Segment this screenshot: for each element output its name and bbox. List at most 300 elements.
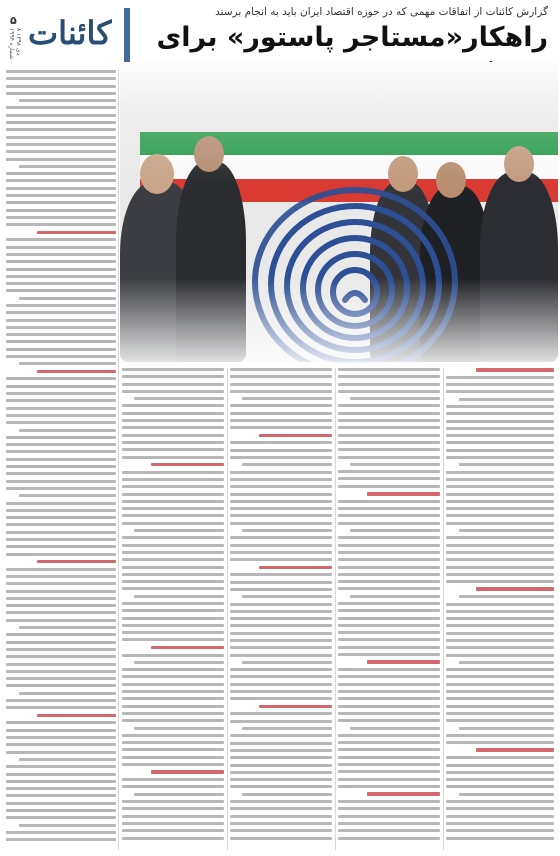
body-text-line (122, 412, 224, 415)
body-text-line (230, 478, 332, 481)
body-text-line (6, 663, 116, 666)
body-text-line (6, 611, 116, 614)
body-text-line (446, 383, 554, 386)
body-text-line (122, 631, 224, 634)
body-text-line (446, 551, 554, 554)
body-text-line (230, 749, 332, 752)
body-text-line (338, 668, 440, 671)
body-text-line (259, 705, 332, 709)
body-text-line (338, 675, 440, 678)
body-text-line (338, 390, 440, 393)
body-text-line (6, 523, 116, 526)
body-text-line (446, 837, 554, 840)
body-text-line (230, 390, 332, 393)
body-text-line (6, 450, 116, 453)
body-text-line (6, 619, 116, 622)
body-text-line (242, 793, 332, 796)
body-text-line (122, 514, 224, 517)
body-text-line (459, 529, 554, 532)
body-text-line (6, 816, 116, 819)
body-text-line (230, 639, 332, 642)
body-text-line (122, 375, 224, 378)
body-text-line (6, 187, 116, 190)
body-text-line (6, 216, 116, 219)
body-text-line (446, 719, 554, 722)
body-text-line (6, 648, 116, 651)
body-text-line (6, 179, 116, 182)
issue-line: ۸ دی ۱۳۹۸ شماره ۱۹۹۴ (8, 28, 22, 60)
body-text-line (338, 536, 440, 539)
body-text-line (6, 304, 116, 307)
body-text-line (338, 829, 440, 832)
body-text-line (230, 712, 332, 715)
body-text-line (230, 771, 332, 774)
body-text-line (122, 441, 224, 444)
body-text-line (122, 734, 224, 737)
body-text-line (19, 165, 116, 168)
body-text-line (122, 748, 224, 751)
body-text-line (338, 580, 440, 583)
body-text-line (446, 610, 554, 613)
body-text-line (6, 443, 116, 446)
body-text-line (134, 397, 224, 400)
body-text-line (476, 368, 554, 372)
body-text-line (122, 624, 224, 627)
body-text-line (338, 690, 440, 693)
body-text-line (6, 92, 116, 95)
body-text-line (230, 412, 332, 415)
body-text-line (6, 121, 116, 124)
body-text-line (122, 573, 224, 576)
body-text-line (6, 85, 116, 88)
body-text-line (6, 531, 116, 534)
body-text-line (19, 99, 116, 102)
body-text-line (446, 412, 554, 415)
body-text-line (230, 800, 332, 803)
body-text-line (338, 551, 440, 554)
body-text-line (338, 617, 440, 620)
body-text-line (230, 383, 332, 386)
body-text-line (6, 670, 116, 673)
body-text-line (446, 500, 554, 503)
body-text-line (6, 458, 116, 461)
body-text-line (122, 522, 224, 525)
body-text-line (6, 721, 116, 724)
body-text-line (151, 463, 224, 467)
body-text-line (230, 507, 332, 510)
body-text-line (6, 597, 116, 600)
body-text-line (6, 787, 116, 790)
body-text-line (230, 544, 332, 547)
body-text-line (122, 536, 224, 539)
body-text-line (230, 668, 332, 671)
body-text-line (338, 456, 440, 459)
body-text-line (19, 626, 116, 629)
body-text-line (6, 472, 116, 475)
article-headline: راهکار«مستاجر پاستور» برای (156, 22, 548, 53)
body-text-line (446, 624, 554, 627)
body-text-line (6, 765, 116, 768)
body-text-line (6, 377, 116, 380)
hero-photo (120, 62, 558, 362)
body-text-line (338, 522, 440, 525)
body-text-line (6, 582, 116, 585)
body-text-line (122, 712, 224, 715)
body-text-line (6, 289, 116, 292)
body-text-line (6, 706, 116, 709)
body-text-line (6, 590, 116, 593)
body-text-line (230, 822, 332, 825)
body-text-line (19, 362, 116, 365)
body-text-line (122, 544, 224, 547)
body-text-line (37, 560, 116, 564)
body-text-line (6, 743, 116, 746)
body-text-line (230, 756, 332, 759)
body-text-line (338, 566, 440, 569)
body-text-line (122, 609, 224, 612)
body-text-line (338, 448, 440, 451)
body-text-line (6, 268, 116, 271)
body-text-line (446, 449, 554, 452)
body-text-line (338, 815, 440, 818)
body-text-line (338, 631, 440, 634)
body-text-line (6, 568, 116, 571)
body-text-line (6, 414, 116, 417)
body-text-line (6, 465, 116, 468)
body-text-line (338, 638, 440, 641)
body-text-line (446, 785, 554, 788)
body-text-line (367, 792, 440, 796)
page-number: ۵ (10, 14, 17, 27)
body-text-line (230, 493, 332, 496)
body-text-line (446, 822, 554, 825)
body-text-line (338, 609, 440, 612)
body-text-line (338, 404, 440, 407)
body-text-line (6, 604, 116, 607)
body-text-line (6, 407, 116, 410)
body-text-line (6, 114, 116, 117)
body-text-line (37, 370, 116, 374)
body-text-line (338, 544, 440, 547)
body-text-line (338, 470, 440, 473)
body-text-line (19, 494, 116, 497)
body-text-line (122, 404, 224, 407)
body-text-line (338, 734, 440, 737)
body-text-line (338, 807, 440, 810)
body-text-line (446, 778, 554, 781)
body-text-line (6, 194, 116, 197)
body-text-line (446, 632, 554, 635)
body-text-line (338, 434, 440, 437)
body-text-line (134, 595, 224, 598)
body-text-line (122, 741, 224, 744)
body-text-line (19, 692, 116, 695)
body-text-line (122, 602, 224, 605)
body-text-line (446, 829, 554, 832)
body-text-line (230, 764, 332, 767)
body-text-line (230, 734, 332, 737)
body-text-line (230, 375, 332, 378)
body-text-line (338, 822, 440, 825)
body-text-line (338, 412, 440, 415)
body-text-line (6, 553, 116, 556)
body-text-line (6, 736, 116, 739)
body-text-line (446, 427, 554, 430)
body-text-line (6, 399, 116, 402)
body-text-line (230, 581, 332, 584)
body-text-line (122, 456, 224, 459)
body-text-line (122, 426, 224, 429)
body-text-line (6, 77, 116, 80)
body-text-line (230, 610, 332, 613)
body-text-line (230, 646, 332, 649)
body-text-line (230, 742, 332, 745)
body-text-line (476, 587, 554, 591)
body-text-line (230, 697, 332, 700)
masthead (6, 6, 134, 62)
body-text-line (446, 646, 554, 649)
body-text-line (230, 558, 332, 561)
body-text-line (122, 493, 224, 496)
body-text-line (446, 376, 554, 379)
body-text-line (6, 487, 116, 490)
body-text-line (338, 624, 440, 627)
body-text-line (6, 311, 116, 314)
body-text-line (6, 545, 116, 548)
body-text-line (446, 603, 554, 606)
body-text-line (446, 617, 554, 620)
body-text-line (122, 683, 224, 686)
body-text-line (6, 677, 116, 680)
body-text-line (459, 727, 554, 730)
body-text-line (6, 509, 116, 512)
text-column-3 (230, 368, 332, 850)
body-text-line (122, 448, 224, 451)
body-text-line (122, 383, 224, 386)
body-text-line (6, 773, 116, 776)
body-text-line (446, 734, 554, 737)
body-text-line (446, 712, 554, 715)
body-text-line (338, 485, 440, 488)
body-text-line (6, 385, 116, 388)
body-text-line (350, 727, 440, 730)
body-text-line (338, 587, 440, 590)
body-text-line (338, 778, 440, 781)
body-text-line (151, 770, 224, 774)
body-text-line (122, 566, 224, 569)
body-text-line (338, 683, 440, 686)
body-text-line (230, 441, 332, 444)
body-text-line (446, 771, 554, 774)
body-text-line (338, 748, 440, 751)
body-text-line (242, 595, 332, 598)
body-text-line (446, 485, 554, 488)
body-text-line (19, 429, 116, 432)
body-text-line (6, 158, 116, 161)
body-text-line (338, 741, 440, 744)
body-text-line (6, 326, 116, 329)
body-text-line (459, 463, 554, 466)
body-text-line (230, 807, 332, 810)
body-text-line (6, 838, 116, 841)
body-text-line (230, 654, 332, 657)
body-text-line (446, 683, 554, 686)
body-text-line (338, 646, 440, 649)
text-column-2 (122, 368, 224, 850)
body-text-line (446, 573, 554, 576)
body-text-line (122, 471, 224, 474)
body-text-line (367, 660, 440, 664)
body-text-line (122, 800, 224, 803)
body-text-line (6, 421, 116, 424)
body-text-line (6, 238, 116, 241)
body-text-line (122, 434, 224, 437)
body-text-line (122, 587, 224, 590)
body-text-line (230, 368, 332, 371)
body-text-line (6, 136, 116, 139)
body-text-line (6, 223, 116, 226)
body-text-line (446, 493, 554, 496)
body-text-line (338, 653, 440, 656)
body-text-line (122, 558, 224, 561)
body-text-line (230, 815, 332, 818)
body-text-line (6, 516, 116, 519)
body-text-line (459, 793, 554, 796)
body-text-line (6, 282, 116, 285)
body-text-line (350, 463, 440, 466)
body-text-line (6, 538, 116, 541)
body-text-line (446, 654, 554, 657)
body-text-line (6, 502, 116, 505)
body-text-line (122, 654, 224, 657)
body-text-line (6, 106, 116, 109)
body-text-line (122, 617, 224, 620)
body-text-line (230, 522, 332, 525)
body-text-line (6, 348, 116, 351)
body-text-line (6, 253, 116, 256)
body-text-line (230, 500, 332, 503)
body-text-line (338, 507, 440, 510)
body-text-line (122, 697, 224, 700)
body-text-line (446, 800, 554, 803)
body-text-line (446, 580, 554, 583)
body-text-line (6, 480, 116, 483)
body-text-line (6, 729, 116, 732)
body-text-line (6, 340, 116, 343)
body-text-line (6, 70, 116, 73)
body-text-line (476, 748, 554, 752)
body-text-line (230, 624, 332, 627)
body-text-line (446, 405, 554, 408)
article-kicker: گزارش کائنات از اتفاقات مهمی که در حوزه اقتصاد ایران باید به انجام برسند (215, 6, 548, 18)
body-text-line (134, 727, 224, 730)
body-text-line (230, 675, 332, 678)
body-text-line (446, 522, 554, 525)
body-text-line (6, 201, 116, 204)
body-text-line (230, 485, 332, 488)
body-text-line (122, 785, 224, 788)
body-text-line (122, 756, 224, 759)
body-text-line (446, 390, 554, 393)
body-text-line (37, 231, 116, 235)
body-text-line (338, 368, 440, 371)
body-text-line (122, 507, 224, 510)
body-text-line (338, 602, 440, 605)
body-text-line (338, 705, 440, 708)
body-text-line (230, 419, 332, 422)
body-text-line (446, 420, 554, 423)
body-text-line (338, 763, 440, 766)
body-text-line (230, 829, 332, 832)
body-text-line (230, 785, 332, 788)
body-text-line (6, 655, 116, 658)
body-text-line (122, 390, 224, 393)
body-text-line (122, 690, 224, 693)
body-text-line (6, 275, 116, 278)
body-text-line (230, 720, 332, 723)
body-text-line (230, 632, 332, 635)
body-text-line (446, 756, 554, 759)
text-column-1 (6, 70, 116, 850)
body-text-line (446, 507, 554, 510)
body-text-line (446, 536, 554, 539)
body-text-line (230, 514, 332, 517)
body-text-line (6, 684, 116, 687)
body-text-line (459, 398, 554, 401)
body-text-line (446, 471, 554, 474)
body-text-line (350, 529, 440, 532)
body-text-line (6, 143, 116, 146)
body-text-line (6, 333, 116, 336)
body-text-line (446, 441, 554, 444)
body-text-line (6, 641, 116, 644)
body-text-line (122, 719, 224, 722)
body-text-line (338, 756, 440, 759)
body-text-line (6, 780, 116, 783)
body-text-line (122, 485, 224, 488)
body-text-line (230, 690, 332, 693)
body-text-line (446, 675, 554, 678)
body-text-line (6, 246, 116, 249)
body-text-line (446, 434, 554, 437)
body-text-line (122, 580, 224, 583)
body-text-line (6, 633, 116, 636)
body-text-line (230, 573, 332, 576)
body-text-line (230, 404, 332, 407)
body-text-line (446, 478, 554, 481)
body-text-line (6, 436, 116, 439)
body-text-line (338, 697, 440, 700)
body-text-line (259, 566, 332, 570)
body-text-line (459, 661, 554, 664)
body-text-line (446, 639, 554, 642)
body-text-line (122, 638, 224, 641)
body-text-line (338, 558, 440, 561)
body-text-line (446, 705, 554, 708)
body-text-line (6, 150, 116, 153)
body-text-line (122, 675, 224, 678)
body-text-line (230, 426, 332, 429)
body-text-line (6, 751, 116, 754)
body-text-line (230, 551, 332, 554)
body-text-line (338, 441, 440, 444)
body-text-line (338, 719, 440, 722)
body-text-line (338, 837, 440, 840)
body-text-line (446, 764, 554, 767)
body-text-line (338, 477, 440, 480)
body-text-line (122, 500, 224, 503)
body-text-line (242, 463, 332, 466)
